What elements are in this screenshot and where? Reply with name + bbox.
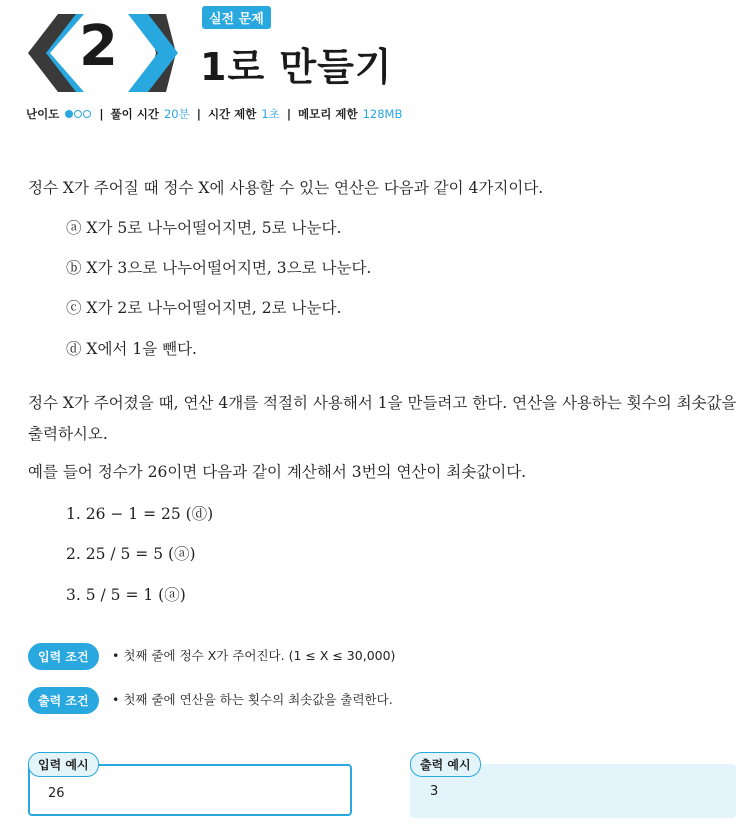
time-label: 풀이 시간 <box>110 107 159 121</box>
input-example-label: 입력 예시 <box>28 752 99 777</box>
page-title: 1로 만들기 <box>200 45 393 89</box>
problem-intro: 정수 X가 주어질 때 정수 X에 사용할 수 있는 연산은 다음과 같이 4가지이다. <box>28 179 544 197</box>
memory-label: 메모리 제한 <box>298 107 358 121</box>
meta-separator: | <box>196 107 201 121</box>
operation-item: ⓓ X에서 1을 뺀다. <box>66 340 197 358</box>
output-example-value: 3 <box>430 784 439 799</box>
problem-number-badge <box>24 10 184 96</box>
memory-value: 128MB <box>362 107 403 121</box>
problem-meta <box>26 106 402 122</box>
problem-task: 정수 X가 주어졌을 때, 연산 4개를 적절히 사용해서 1을 만들려고 한다. 연산을 사용하는 횟수의 최솟값을 출력하시오. <box>28 394 737 443</box>
difficulty-dot-filled-icon <box>65 110 73 118</box>
example-step: 3. 5 / 5 = 1 (ⓐ) <box>66 586 186 604</box>
meta-separator: | <box>99 107 104 121</box>
input-condition-text: • 첫째 줄에 정수 X가 주어진다. (1 ≤ X ≤ 30,000) <box>112 648 396 663</box>
difficulty-label: 난이도 <box>26 107 60 121</box>
meta-separator: | <box>286 107 292 121</box>
operation-item: ⓒ X가 2로 나누어떨어지면, 2로 나눈다. <box>66 299 342 317</box>
output-condition-text: • 첫째 줄에 연산을 하는 횟수의 최솟값을 출력한다. <box>112 692 393 707</box>
example-intro: 예를 들어 정수가 26이면 다음과 같이 계산해서 3번의 연산이 최솟값이다. <box>28 463 527 481</box>
time-value: 20분 <box>163 107 190 121</box>
difficulty-dot-empty-icon <box>74 110 82 118</box>
example-step: 2. 25 / 5 = 5 (ⓐ) <box>66 545 196 563</box>
input-example-value: 26 <box>48 786 65 801</box>
limit-value: 1초 <box>261 107 280 121</box>
operation-item: ⓐ X가 5로 나누어떨어지면, 5로 나눈다. <box>66 219 342 237</box>
example-step: 1. 26 − 1 = 25 (ⓓ) <box>66 505 214 523</box>
output-condition-label: 출력 조건 <box>28 687 99 714</box>
limit-label: 시간 제한 <box>207 107 257 121</box>
operation-item: ⓑ X가 3으로 나누어떨어지면, 3으로 나눈다. <box>66 259 372 277</box>
section-tag: 실전 문제 <box>202 6 271 29</box>
difficulty-dot-empty-icon <box>83 110 91 118</box>
output-example-label: 출력 예시 <box>410 752 481 777</box>
input-condition-label: 입력 조건 <box>28 643 99 670</box>
problem-number: 2 <box>79 14 118 79</box>
difficulty-rating <box>65 110 92 118</box>
